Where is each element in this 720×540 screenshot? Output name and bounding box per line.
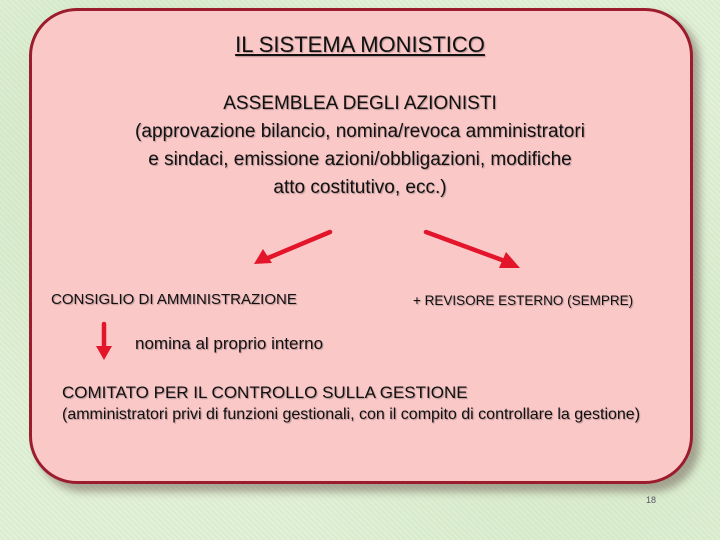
assembly-desc-line-2: e sindaci, emissione azioni/obbligazioni, modifiche [148,149,572,170]
page-title: IL SISTEMA MONISTICO [235,32,485,57]
assembly-desc-line-3: atto costitutivo, ecc.) [273,177,447,198]
board-of-directors-label: CONSIGLIO DI AMMINISTRAZIONE [51,291,297,308]
down-arrow-icon [95,322,113,362]
page-number: 18 [646,495,657,505]
committee-description: (amministratori privi di funzioni gestionali, con il compito di controllare la gestione) [62,406,641,423]
control-committee-block [62,382,662,426]
assembly-heading: ASSEMBLEA DEGLI AZIONISTI [223,93,497,114]
committee-heading: COMITATO PER IL CONTROLLO SULLA GESTIONE [62,383,468,402]
right-diagonal-arrow-icon [422,228,522,270]
external-auditor-label: + REVISORE ESTERNO (SEMPRE) [413,293,634,308]
assembly-desc-line-1: (approvazione bilancio, nomina/revoca amministratori [135,121,585,142]
internal-appointment-label: nomina al proprio interno [135,334,324,353]
left-diagonal-arrow-icon [252,228,334,266]
shareholders-assembly-block [40,90,680,202]
